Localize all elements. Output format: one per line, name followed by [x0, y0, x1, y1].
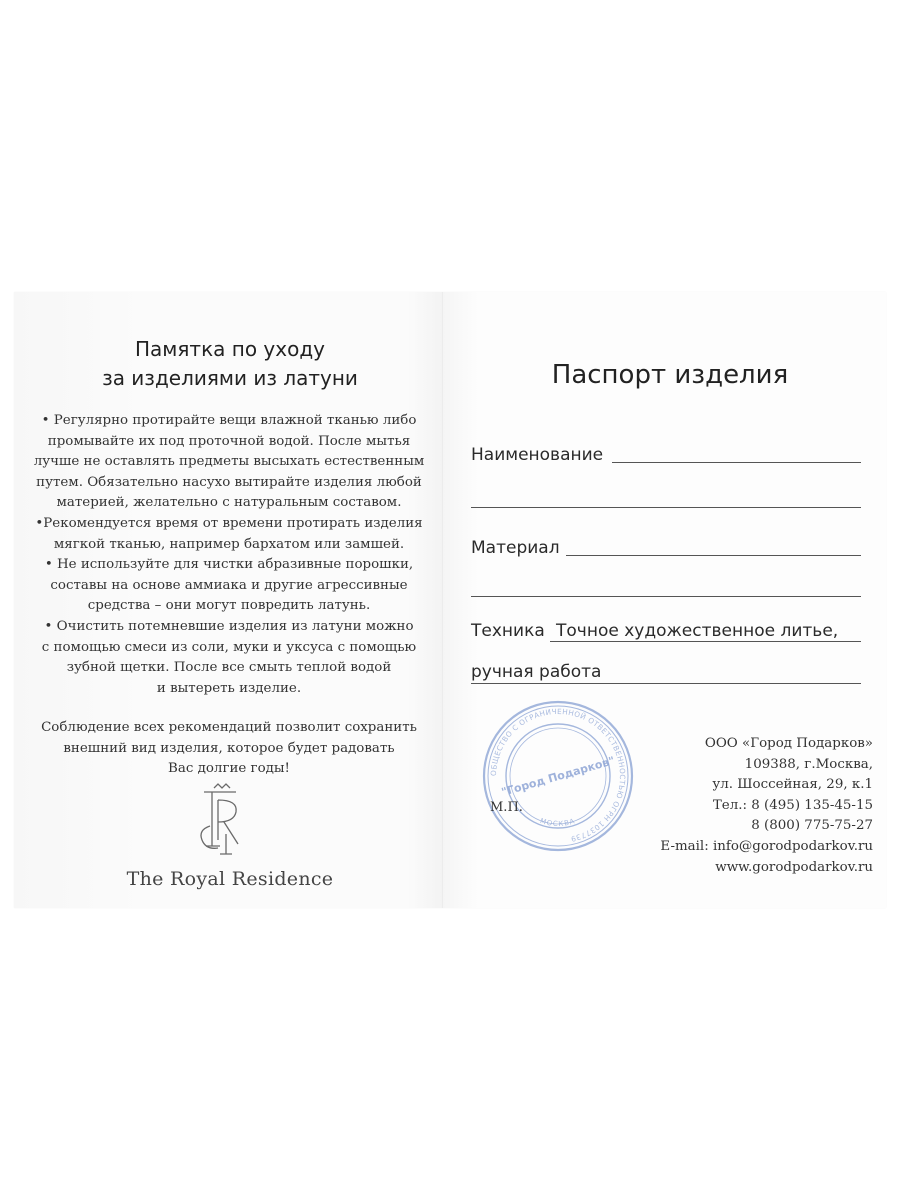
- care-instructions: [24, 411, 434, 699]
- material-line: [566, 555, 861, 556]
- closing-line: Соблюдение всех рекомендаций позволит сохранить: [41, 720, 417, 735]
- company-stamp-icon: [478, 696, 638, 856]
- company-line: 8 (800) 775-75-27: [751, 818, 873, 834]
- stamp-center-text: "Город Подарков": [500, 754, 617, 799]
- care-title: [30, 335, 430, 393]
- company-line: Тел.: 8 (495) 135-45-15: [712, 797, 873, 813]
- name-line-2: [471, 507, 861, 508]
- care-line: лучше не оставлять предметы высыхать естественным: [33, 454, 425, 470]
- care-line: с помощью смеси из соли, муки и уксуса с помощью: [41, 639, 417, 655]
- care-line: и вытереть изделие.: [156, 680, 302, 696]
- care-line: •Рекомендуется время от времени протирать изделия: [35, 515, 423, 531]
- care-line: путем. Обязательно насухо вытирайте изделия любой: [36, 474, 422, 490]
- company-line: ООО «Город Подарков»: [704, 736, 873, 751]
- name-label: Наименование: [471, 445, 604, 465]
- closing-line: Вас долгие годы!: [168, 761, 290, 777]
- care-line: составы на основе аммиака и другие агрессивные: [50, 577, 408, 593]
- care-line: средства – они могут повредить латунь.: [87, 598, 371, 614]
- technique-value-2: ручная работа: [471, 662, 602, 682]
- care-line: материей, желательно с натуральным составом.: [56, 495, 402, 511]
- company-website: www.gorodpodarkov.ru: [715, 859, 873, 875]
- stamp-city-text: МОСКВА: [539, 816, 577, 829]
- care-line: • Очистить потемневшие изделия из латуни можно: [44, 618, 414, 634]
- company-line: 109388, г.Москва,: [744, 756, 873, 772]
- technique-value: Точное художественное литье,: [556, 621, 839, 641]
- care-title-line-2: за изделиями из латуни: [102, 366, 358, 390]
- technique-line: [550, 641, 861, 642]
- material-label: Материал: [471, 538, 560, 558]
- fold-line: [442, 292, 443, 908]
- name-line: [612, 462, 861, 463]
- company-email: E-mail: info@gorodpodarkov.ru: [660, 838, 873, 854]
- company-info: [660, 734, 873, 878]
- care-line: • Не используйте для чистки абразивные порошки,: [44, 557, 414, 573]
- care-title-line-1: Памятка по уходу: [135, 337, 325, 361]
- technique-line-2: [471, 683, 861, 684]
- stamp-ring-text: ОБЩЕСТВО С ОГРАНИЧЕННОЙ ОТВЕТСТВЕННОСТЬЮ ОГРН 1037739: [488, 706, 628, 844]
- passport-title: Паспорт изделия: [551, 360, 789, 390]
- company-line: ул. Шоссейная, 29, к.1: [712, 777, 873, 793]
- care-line: мягкой тканью, например бархатом или замшей.: [53, 536, 405, 552]
- material-line-2: [471, 596, 861, 597]
- brand-name: The Royal Residence: [126, 868, 334, 890]
- closing-note: [24, 718, 434, 780]
- seal-label: М.П.: [490, 800, 523, 815]
- technique-label: Техника: [471, 621, 545, 641]
- care-line: • Регулярно протирайте вещи влажной тканью либо: [41, 413, 417, 428]
- closing-line: внешний вид изделия, которое будет радовать: [63, 740, 395, 756]
- care-line: зубной щетки. После все смыть теплой водой: [66, 660, 392, 676]
- monogram-logo-icon: [190, 782, 250, 858]
- care-line: промывайте их под проточной водой. После мытья: [47, 433, 411, 449]
